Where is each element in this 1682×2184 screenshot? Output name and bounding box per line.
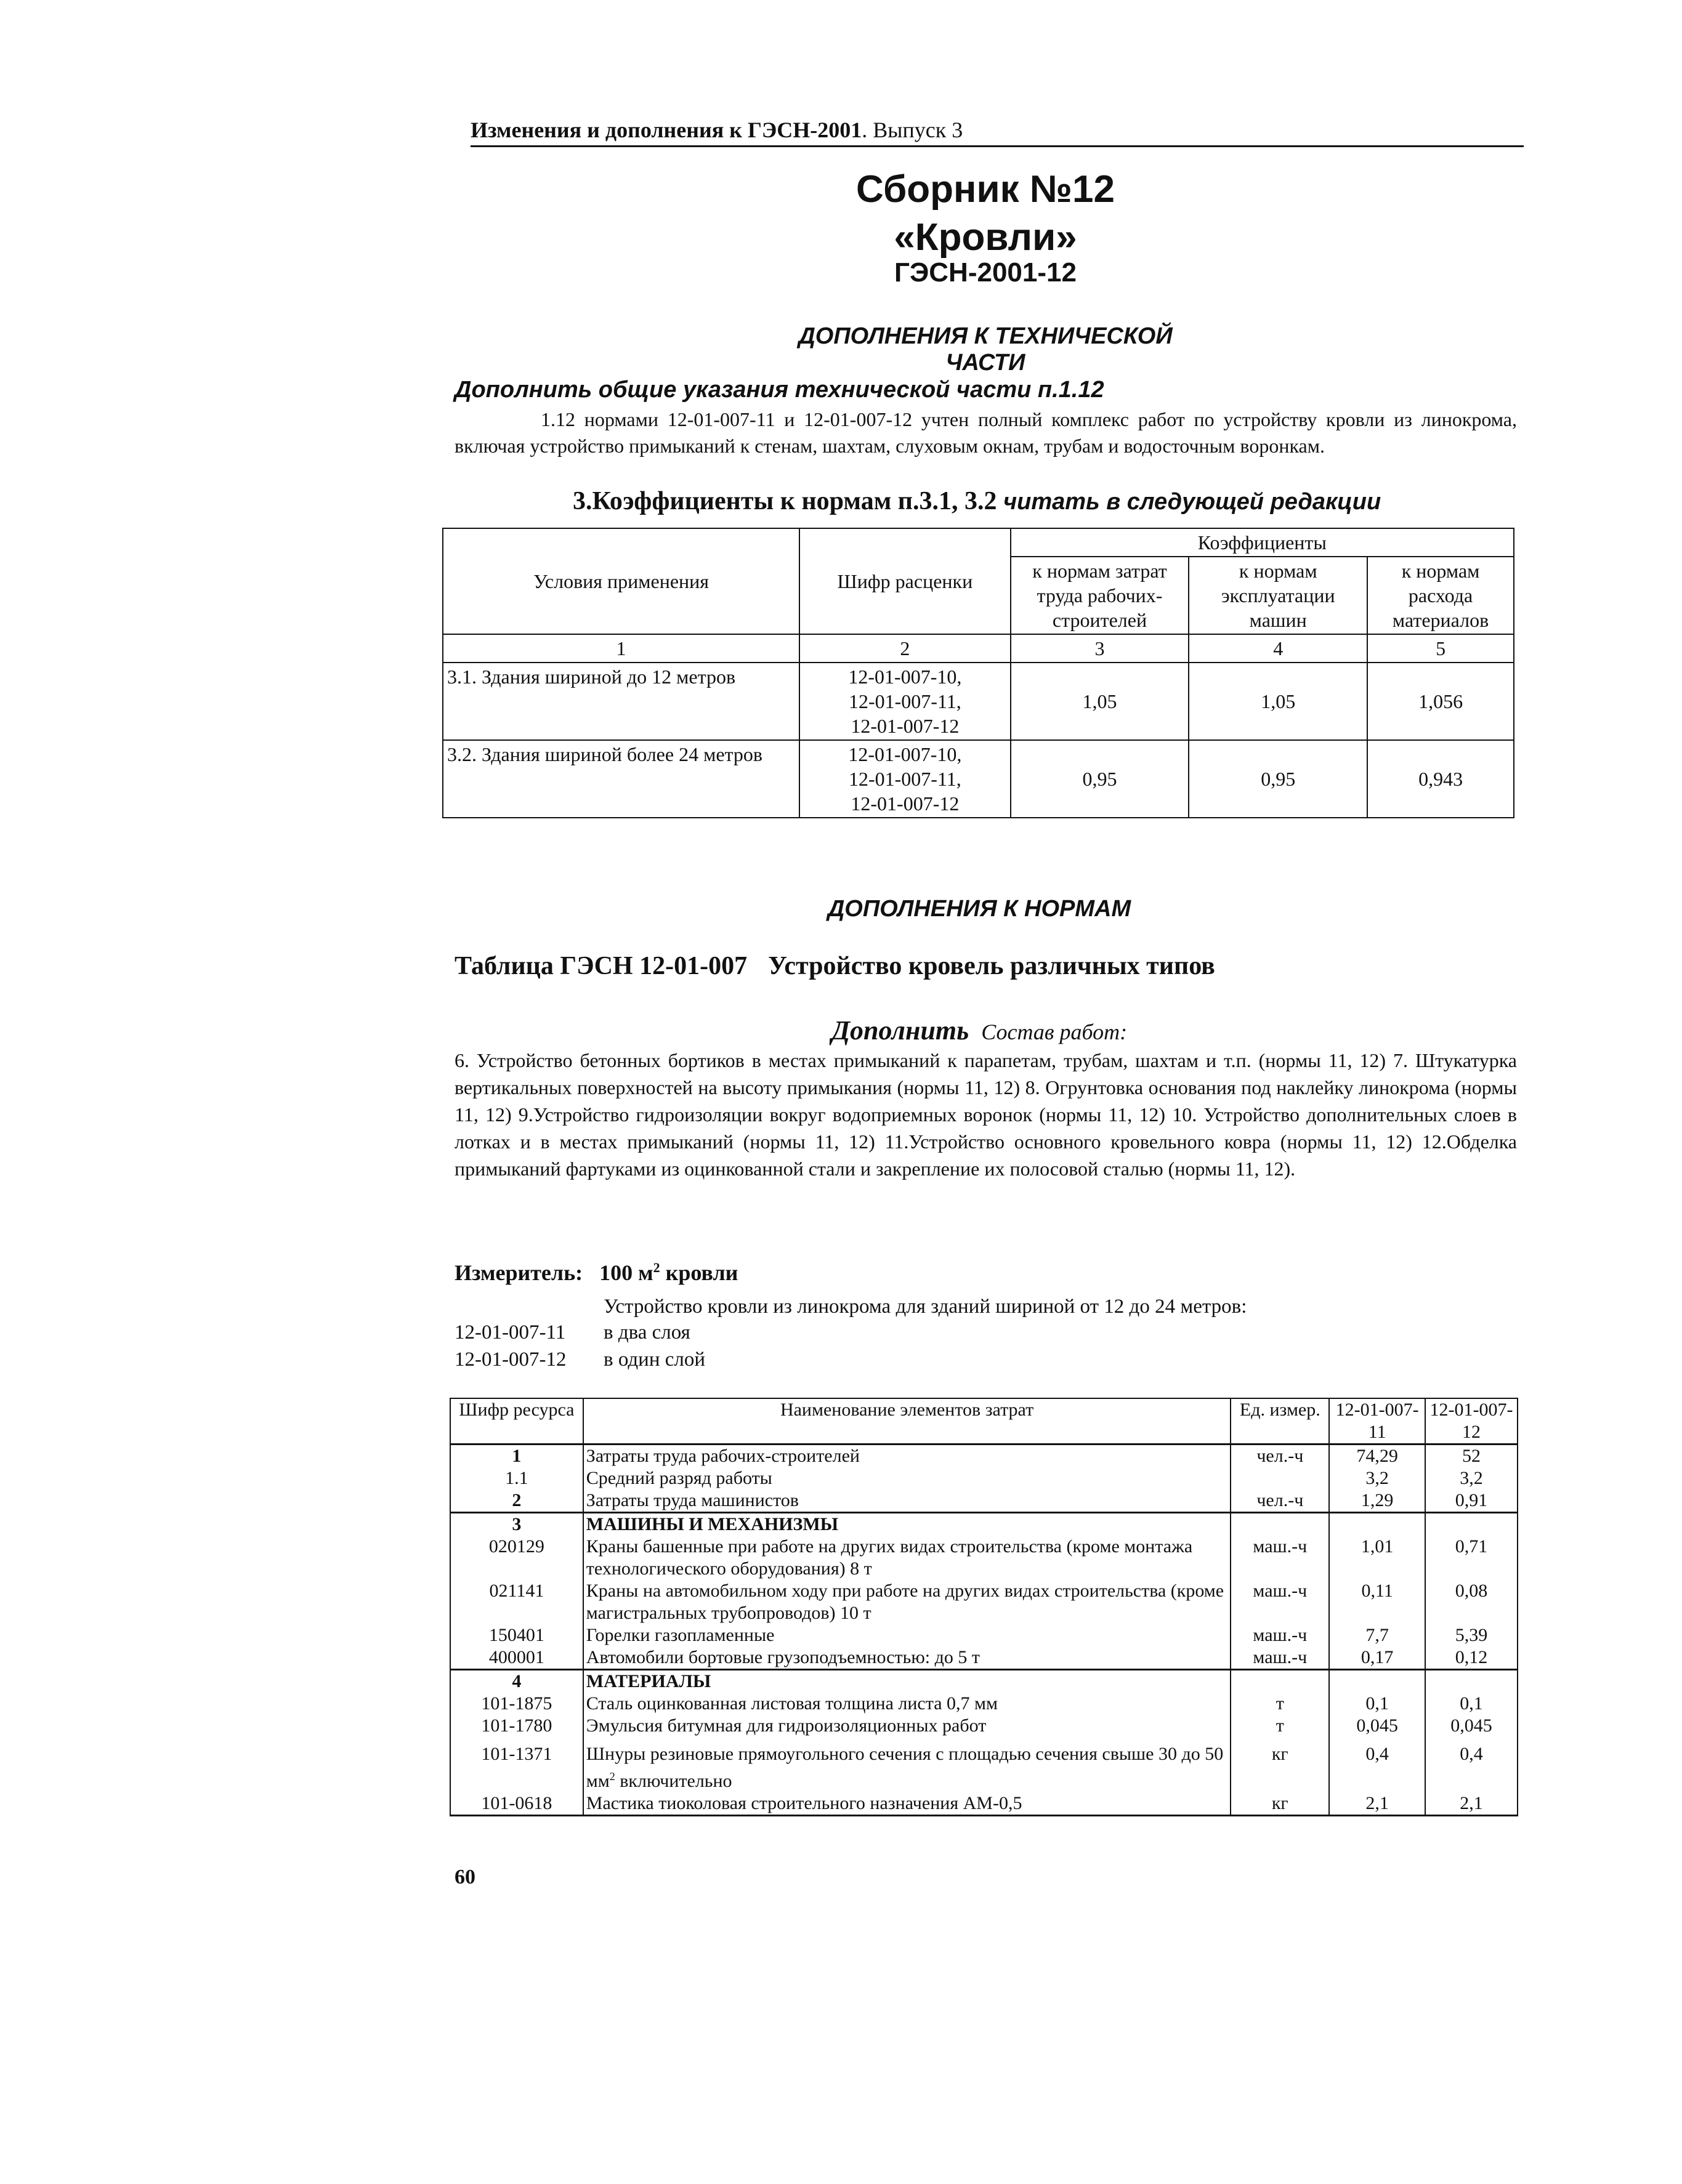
table-row (450, 1737, 1518, 1792)
res-value-2 (1425, 1670, 1518, 1693)
res-unit: т (1231, 1715, 1329, 1737)
coef-header-machines: к нормам эксплуатации машин (1189, 557, 1367, 634)
collection-title: Сборник №12 (856, 168, 1115, 211)
res-value-2: 0,08 (1425, 1580, 1518, 1624)
coef-header-code: Шифр расценки (799, 528, 1011, 634)
norm-code: 12-01-007-11 (455, 1321, 566, 1344)
coef-materials: 0,943 (1367, 740, 1514, 818)
coef-condition: 3.1. Здания шириной до 12 метров (443, 663, 799, 740)
coef-code: 12-01-007-11, (848, 690, 961, 712)
res-value-1: 0,17 (1329, 1646, 1425, 1670)
res-value-2: 3,2 (1425, 1467, 1518, 1489)
norm-table-title (455, 951, 1215, 981)
res-value-2: 5,39 (1425, 1624, 1518, 1646)
res-unit (1231, 1670, 1329, 1693)
coef-code: 12-01-007-11, (848, 768, 961, 790)
table-row (450, 1715, 1518, 1737)
res-value-1: 1,01 (1329, 1536, 1425, 1580)
coef-labor: 0,95 (1011, 740, 1189, 818)
res-value-2: 0,4 (1425, 1737, 1518, 1792)
res-code: 3 (450, 1513, 583, 1536)
coef-header-coefficients: Коэффициенты (1011, 528, 1514, 557)
res-name: Краны башенные при работе на других видах строительства (кроме монтажа технологического оборудования) 8 т (583, 1536, 1231, 1580)
res-header-unit: Ед. измер. (1231, 1398, 1329, 1445)
table-row (450, 1536, 1518, 1580)
res-unit: т (1231, 1693, 1329, 1715)
add-word: Дополнить (831, 1015, 969, 1046)
res-value-2: 52 (1425, 1445, 1518, 1468)
res-unit: кг (1231, 1792, 1329, 1816)
res-code: 101-1371 (450, 1737, 583, 1792)
coef-code: 12-01-007-12 (851, 715, 960, 737)
res-header-col1: 12-01-007-11 (1329, 1398, 1425, 1445)
coef-colnum: 2 (799, 634, 1011, 663)
coef-row (443, 740, 1514, 818)
norm-table-code: Таблица ГЭСН 12-01-007 (455, 952, 748, 980)
res-value-1: 0,045 (1329, 1715, 1425, 1737)
coef-codes (799, 740, 1011, 818)
works-composition-text: 6. Устройство бетонных бортиков в местах примыканий к парапетам, трубам, шахтам и т.п. (нормы 11, 12) 7. Штукатурка вертикальных поверхностей на высоту примыкания (нормы 11, 12) 8. Огрунтовка основания под наклейку линокрома (нормы 11, 12) 9.Устройство гидроизоляции вокруг водоприемных воронок (нормы 11, 12) 10. Устройство дополнительных слоев в лотках и в местах примыканий (нормы 11, 12) 11.Устройство основного кровельного ковра (нормы 11, 12) 12.Обделка примыканий фартуками из оцинкованной стали и закрепление их полосовой сталью (нормы 11, 12). (455, 1049, 1517, 1180)
coef-heading-italic: читать в следующей редакции (1003, 489, 1381, 515)
coefficients-heading (573, 486, 1381, 516)
res-unit: чел.-ч (1231, 1445, 1329, 1468)
norm-code-row (455, 1348, 705, 1371)
res-unit: маш.-ч (1231, 1646, 1329, 1670)
res-code: 2 (450, 1489, 583, 1513)
meter-value: 100 м (599, 1260, 653, 1285)
res-value-1: 7,7 (1329, 1624, 1425, 1646)
res-code: 1 (450, 1445, 583, 1468)
table-row (450, 1693, 1518, 1715)
res-value-2: 0,045 (1425, 1715, 1518, 1737)
res-value-1: 2,1 (1329, 1792, 1425, 1816)
table-row (450, 1670, 1518, 1693)
res-value-1: 74,29 (1329, 1445, 1425, 1468)
add-works-line (831, 1015, 1127, 1046)
res-name: Автомобили бортовые грузоподъемностью: до 5 т (583, 1646, 1231, 1670)
res-name: Средний разряд работы (583, 1467, 1231, 1489)
meter-line (455, 1260, 738, 1286)
res-name: Сталь оцинкованная листовая толщина листа 0,7 мм (583, 1693, 1231, 1715)
coef-materials: 1,056 (1367, 663, 1514, 740)
coef-labor: 1,05 (1011, 663, 1189, 740)
coef-header-labor: к нормам затрат труда рабочих-строителей (1011, 557, 1189, 634)
res-value-1 (1329, 1513, 1425, 1536)
res-name (583, 1737, 1231, 1792)
res-code: 020129 (450, 1536, 583, 1580)
coef-code: 12-01-007-10, (848, 743, 962, 765)
res-value-2: 0,71 (1425, 1536, 1518, 1580)
coef-colnum: 3 (1011, 634, 1189, 663)
res-value-2: 0,91 (1425, 1489, 1518, 1513)
res-unit: чел.-ч (1231, 1489, 1329, 1513)
coef-code: 12-01-007-12 (851, 792, 960, 815)
table-row (450, 1646, 1518, 1670)
res-unit: маш.-ч (1231, 1580, 1329, 1624)
res-code: 1.1 (450, 1467, 583, 1489)
header-bold: Изменения и дополнения к ГЭСН-2001 (471, 118, 862, 142)
res-name: Краны на автомобильном ходу при работе на других видах строительства (кроме магистральных трубопроводов) 10 т (583, 1580, 1231, 1624)
res-value-1: 0,1 (1329, 1693, 1425, 1715)
res-group-name: МАТЕРИАЛЫ (583, 1670, 1231, 1693)
meter-description: Устройство кровли из линокрома для зданий шириной от 12 до 24 метров: (604, 1295, 1247, 1318)
res-value-2: 0,1 (1425, 1693, 1518, 1715)
res-name-text: Шнуры резиновые прямоугольного сечения с площадью сечения свыше 30 до 50 мм (586, 1744, 1224, 1791)
res-value-1: 0,4 (1329, 1737, 1425, 1792)
running-header (471, 117, 1524, 147)
section-heading-norms: ДОПОЛНЕНИЯ К НОРМАМ (827, 896, 1131, 922)
res-unit (1231, 1467, 1329, 1489)
res-value-2: 0,12 (1425, 1646, 1518, 1670)
norm-table-name: Устройство кровель различных типов (768, 952, 1215, 980)
meter-label: Измеритель: (455, 1260, 583, 1285)
coefficients-table (442, 528, 1514, 818)
table-row (450, 1580, 1518, 1624)
instruction-heading: Дополнить общие указания технической части п.1.12 (455, 377, 1104, 403)
res-name-sup: 2 (609, 1770, 615, 1783)
res-value-1 (1329, 1670, 1425, 1693)
res-code: 4 (450, 1670, 583, 1693)
meter-unit: кровли (665, 1260, 738, 1285)
res-code: 400001 (450, 1646, 583, 1670)
norm-code-desc: в два слоя (604, 1321, 690, 1344)
norm-code-desc: в один слой (604, 1348, 706, 1371)
norm-code-row (455, 1321, 690, 1344)
collection-code: ГЭСН-2001-12 (894, 257, 1077, 288)
res-code: 021141 (450, 1580, 583, 1624)
res-name: Затраты труда машинистов (583, 1489, 1231, 1513)
res-value-1: 1,29 (1329, 1489, 1425, 1513)
coef-colnum: 4 (1189, 634, 1367, 663)
header-rest: . Выпуск 3 (862, 118, 963, 142)
res-header-col2: 12-01-007-12 (1425, 1398, 1518, 1445)
res-value-2: 2,1 (1425, 1792, 1518, 1816)
table-row (450, 1624, 1518, 1646)
coef-heading-bold: 3.Коэффициенты к нормам п.3.1, 3.2 (573, 487, 997, 515)
table-row (450, 1467, 1518, 1489)
coef-machines: 0,95 (1189, 740, 1367, 818)
table-row (450, 1445, 1518, 1468)
res-code: 101-0618 (450, 1792, 583, 1816)
res-unit (1231, 1513, 1329, 1536)
res-group-name: МАШИНЫ И МЕХАНИЗМЫ (583, 1513, 1231, 1536)
works-composition-label: Состав работ: (981, 1020, 1128, 1044)
section-heading-technical: ДОПОЛНЕНИЯ К ТЕХНИЧЕСКОЙ ЧАСТИ (798, 323, 1173, 376)
res-code: 150401 (450, 1624, 583, 1646)
res-unit: маш.-ч (1231, 1536, 1329, 1580)
paragraph-1-12: 1.12 нормами 12-01-007-11 и 12-01-007-12 учтен полный комплекс работ по устройству кровли из линокрома, включая устройство примыканий к стенам, шахтам, слуховым окнам, трубам и водосточным воронкам. (455, 408, 1517, 457)
res-code: 101-1780 (450, 1715, 583, 1737)
table-row (450, 1513, 1518, 1536)
table-row (450, 1792, 1518, 1816)
res-name: Затраты труда рабочих-строителей (583, 1445, 1231, 1468)
res-code: 101-1875 (450, 1693, 583, 1715)
res-value-1: 3,2 (1329, 1467, 1425, 1489)
res-header-code: Шифр ресурса (450, 1398, 583, 1445)
collection-name: «Кровли» (894, 216, 1077, 259)
res-header-name: Наименование элементов затрат (583, 1398, 1231, 1445)
norm-code: 12-01-007-12 (455, 1348, 567, 1371)
table-row (450, 1489, 1518, 1513)
coef-codes (799, 663, 1011, 740)
res-name-tail: включительно (615, 1771, 732, 1791)
resources-table (450, 1398, 1518, 1816)
coef-condition: 3.2. Здания шириной более 24 метров (443, 740, 799, 818)
res-name: Эмульсия битумная для гидроизоляционных работ (583, 1715, 1231, 1737)
res-name: Горелки газопламенные (583, 1624, 1231, 1646)
res-unit: маш.-ч (1231, 1624, 1329, 1646)
page-number: 60 (455, 1866, 475, 1888)
meter-sup: 2 (653, 1260, 660, 1275)
res-unit: кг (1231, 1737, 1329, 1792)
res-value-1: 0,11 (1329, 1580, 1425, 1624)
coef-machines: 1,05 (1189, 663, 1367, 740)
coef-colnum: 1 (443, 634, 799, 663)
coef-header-materials: к нормам расхода материалов (1367, 557, 1514, 634)
res-value-2 (1425, 1513, 1518, 1536)
coef-row (443, 663, 1514, 740)
res-name: Мастика тиоколовая строительного назначения АМ-0,5 (583, 1792, 1231, 1816)
coef-header-conditions: Условия применения (443, 528, 799, 634)
coef-colnum: 5 (1367, 634, 1514, 663)
coef-code: 12-01-007-10, (848, 666, 962, 688)
